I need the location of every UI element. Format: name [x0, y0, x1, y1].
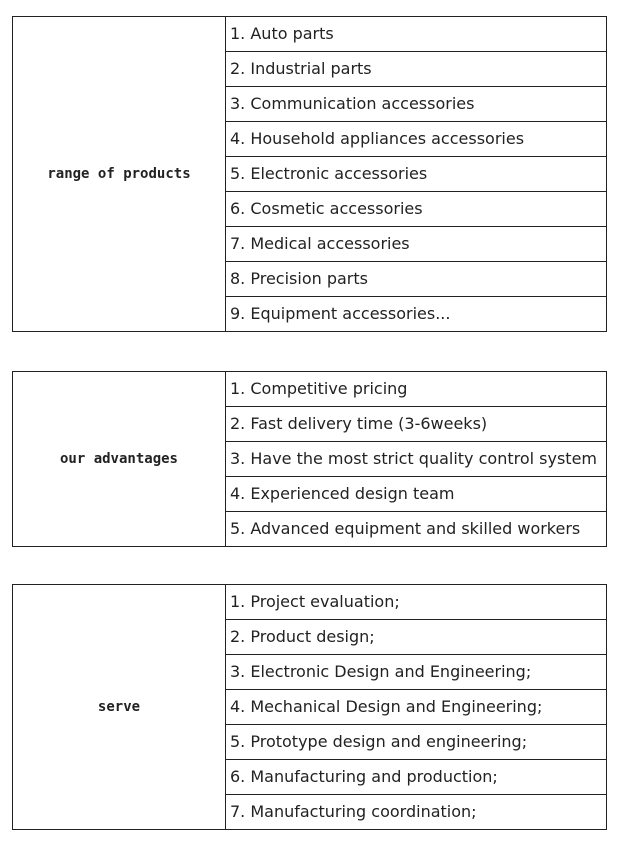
serve-table [12, 584, 607, 830]
table-row [13, 585, 607, 620]
products-table [12, 16, 607, 332]
list-item: 3. Communication accessories [226, 87, 607, 122]
list-item: 2. Industrial parts [226, 52, 607, 87]
list-item: 3. Have the most strict quality control system [226, 442, 607, 477]
list-item: 7. Medical accessories [226, 227, 607, 262]
list-item: 2. Product design; [226, 620, 607, 655]
list-item: 5. Prototype design and engineering; [226, 725, 607, 760]
table-row [13, 17, 607, 52]
table-row [13, 372, 607, 407]
list-item: 7. Manufacturing coordination; [226, 795, 607, 830]
list-item: 4. Experienced design team [226, 477, 607, 512]
list-item: 4. Mechanical Design and Engineering; [226, 690, 607, 725]
list-item: 1. Project evaluation; [226, 585, 607, 620]
list-item: 1. Competitive pricing [226, 372, 607, 407]
list-item: 6. Manufacturing and production; [226, 760, 607, 795]
advantages-label: our advantages [13, 372, 226, 547]
list-item: 5. Electronic accessories [226, 157, 607, 192]
list-item: 5. Advanced equipment and skilled workers [226, 512, 607, 547]
advantages-table [12, 371, 607, 547]
products-label: range of products [13, 17, 226, 332]
list-item: 9. Equipment accessories... [226, 297, 607, 332]
list-item: 4. Household appliances accessories [226, 122, 607, 157]
serve-label: serve [13, 585, 226, 830]
list-item: 6. Cosmetic accessories [226, 192, 607, 227]
list-item: 3. Electronic Design and Engineering; [226, 655, 607, 690]
list-item: 1. Auto parts [226, 17, 607, 52]
list-item: 8. Precision parts [226, 262, 607, 297]
list-item: 2. Fast delivery time (3-6weeks) [226, 407, 607, 442]
